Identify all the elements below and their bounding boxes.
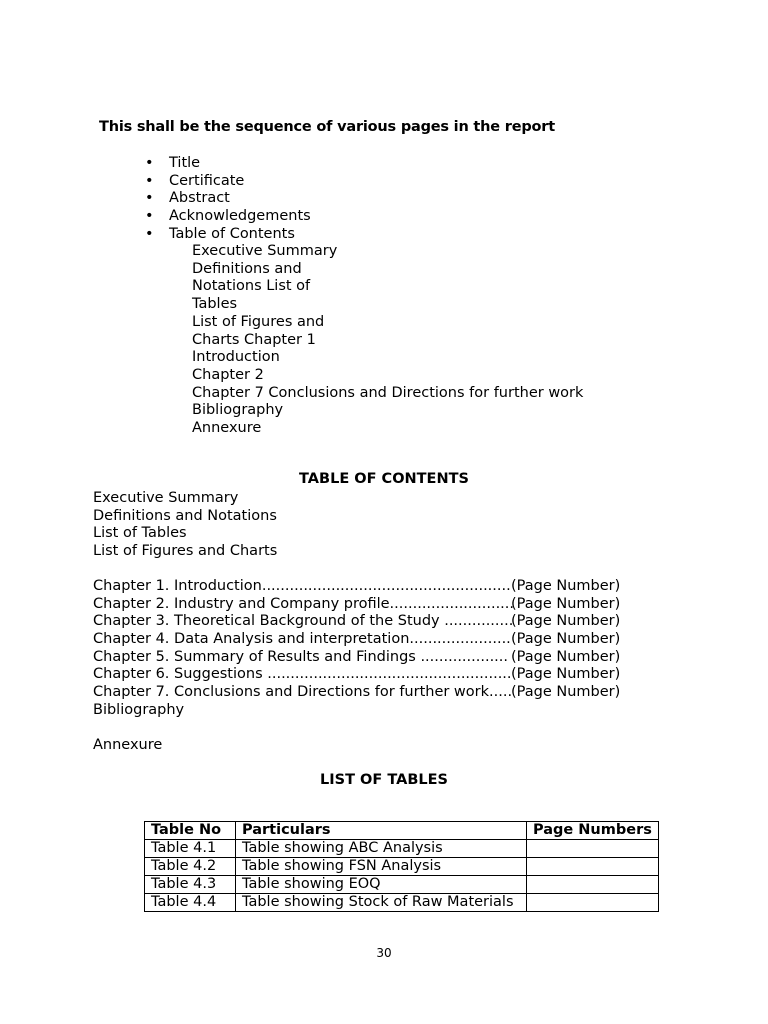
table-cell — [527, 894, 659, 912]
column-header: Table No — [145, 822, 236, 840]
sequence-sub-item: Chapter 7 Conclusions and Directions for further work — [192, 384, 584, 401]
chapter-title: Chapter 4. Data Analysis and interpretation...................... — [93, 631, 511, 648]
toc-chapter-row — [93, 596, 633, 614]
sequence-sub-item: Bibliography — [192, 402, 284, 419]
table-row — [145, 876, 659, 894]
chapter-page: (Page Number) — [511, 666, 621, 683]
toc-annexure: Annexure — [93, 737, 163, 753]
chapter-page: (Page Number) — [511, 648, 621, 665]
chapter-page: (Page Number) — [511, 613, 621, 630]
chapter-title: Chapter 5. Summary of Results and Findings ................... — [93, 648, 509, 665]
table-cell — [527, 840, 659, 858]
sequence-sub-item: Annexure — [192, 420, 262, 437]
table-cell: Table 4.4 — [145, 894, 236, 912]
table-cell — [527, 876, 659, 894]
sequence-sub-item: List of Figures and — [192, 313, 325, 330]
table-cell: Table 4.2 — [145, 858, 236, 876]
chapter-title: Chapter 3. Theoretical Background of the Study ............... — [93, 613, 514, 630]
table-cell: Table showing EOQ — [236, 876, 527, 894]
sequence-sub-item: Charts Chapter 1 — [192, 331, 316, 348]
chapter-title: Chapter 7. Conclusions and Directions for further work..... — [93, 684, 513, 701]
toc-chapter-row — [93, 666, 633, 684]
toc-entry: List of Figures and Charts — [93, 543, 278, 560]
sequence-sub-item: Introduction — [192, 349, 280, 366]
table-row — [145, 858, 659, 876]
toc-chapter-row — [93, 578, 633, 596]
table-header-row — [145, 822, 659, 840]
toc-entry: List of Tables — [93, 525, 187, 542]
table-row — [145, 894, 659, 912]
toc-title: TABLE OF CONTENTS — [299, 471, 469, 487]
sequence-list — [143, 155, 311, 244]
sequence-item: • Abstract — [143, 190, 311, 208]
sequence-sublist — [192, 243, 583, 438]
page-heading: This shall be the sequence of various pages in the report — [99, 119, 555, 135]
chapter-page: (Page Number) — [511, 684, 621, 701]
page-number: 30 — [376, 946, 392, 960]
toc-chapters — [93, 578, 633, 702]
table-cell: Table showing FSN Analysis — [236, 858, 527, 876]
toc-chapter-row — [93, 631, 633, 649]
chapter-title: Chapter 1. Introduction...................................................... — [93, 578, 511, 594]
table-cell: Table 4.3 — [145, 876, 236, 894]
toc-bibliography: Bibliography — [93, 702, 185, 718]
sequence-item: • Certificate — [143, 173, 311, 191]
chapter-title: Chapter 6. Suggestions ..................................................... — [93, 666, 512, 683]
sequence-item: • Acknowledgements — [143, 208, 311, 226]
chapter-title: Chapter 2. Industry and Company profile........................... — [93, 595, 515, 612]
sequence-sub-item: Notations List of — [192, 278, 311, 295]
column-header: Particulars — [236, 822, 527, 840]
toc-entry: Definitions and Notations — [93, 507, 277, 524]
toc-chapter-row — [93, 684, 633, 702]
sequence-item: • Table of Contents — [143, 226, 311, 244]
sequence-item: • Title — [143, 155, 311, 173]
table-cell: Table showing ABC Analysis — [236, 840, 527, 858]
table-cell — [527, 858, 659, 876]
sequence-sub-item: Tables — [192, 296, 238, 313]
table-cell: Table 4.1 — [145, 840, 236, 858]
sequence-sub-item: Executive Summary — [192, 243, 338, 259]
list-of-tables — [144, 821, 659, 912]
sequence-sub-item: Chapter 2 — [192, 366, 264, 383]
toc-front-matter — [93, 490, 277, 561]
toc-chapter-row — [93, 649, 633, 667]
toc-chapter-row — [93, 613, 633, 631]
column-header: Page Numbers — [527, 822, 659, 840]
sequence-sub-item: Definitions and — [192, 260, 302, 277]
toc-entry: Executive Summary — [93, 490, 239, 506]
table-cell: Table showing Stock of Raw Materials — [236, 894, 527, 912]
table-row — [145, 840, 659, 858]
chapter-page: (Page Number) — [511, 578, 621, 594]
list-of-tables-title: LIST OF TABLES — [320, 772, 448, 788]
chapter-page: (Page Number) — [511, 631, 621, 648]
chapter-page: (Page Number) — [511, 595, 621, 612]
